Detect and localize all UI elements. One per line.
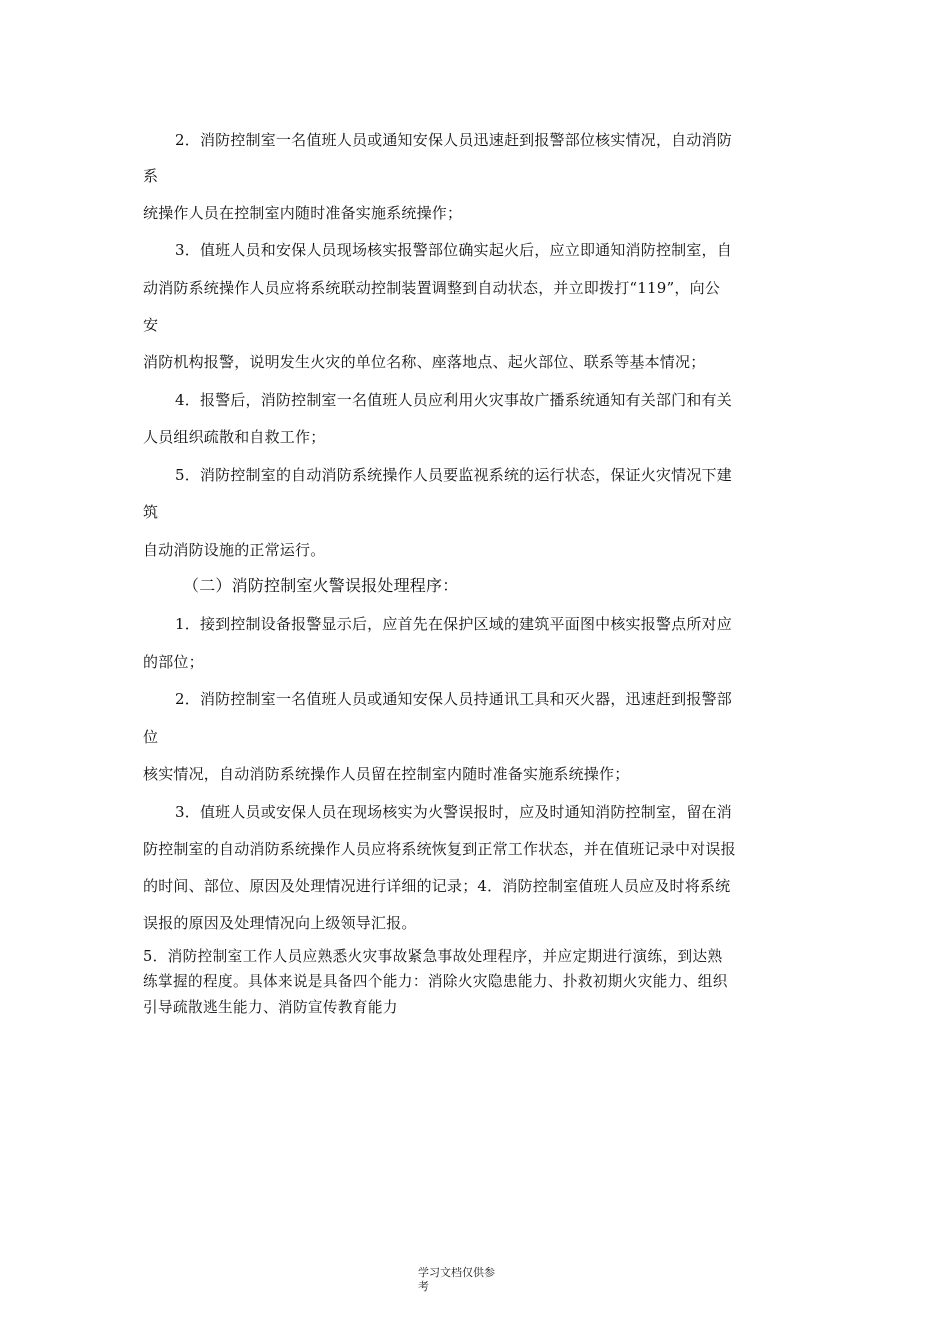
paragraph-line: 2．消防控制室一名值班人员或通知安保人员持通讯工具和灭火器，迅速赶到报警部 [175, 690, 732, 708]
paragraph-line: 防控制室的自动消防系统操作人员应将系统恢复到正常工作状态，并在值班记录中对误报 [143, 840, 736, 858]
paragraph-line: 误报的原因及处理情况向上级领导汇报。 [143, 914, 417, 932]
paragraph-line: 动消防系统操作人员应将系统联动控制装置调整到自动状态，并立即拨打“119”，向公 [143, 279, 720, 297]
paragraph-line: 2．消防控制室一名值班人员或通知安保人员迅速赶到报警部位核实情况，自动消防 [175, 131, 732, 149]
paragraph-line: 1．接到控制设备报警显示后，应首先在保护区域的建筑平面图中核实报警点所对应 [175, 615, 732, 633]
paragraph-line: 引导疏散逃生能力、消防宣传教育能力 [143, 999, 398, 1016]
paragraph-line: 安 [143, 316, 159, 334]
section-heading: （二）消防控制室火警误报处理程序： [183, 576, 459, 595]
footer-line: 学习文档仅供参 [418, 1266, 495, 1279]
paragraph-line: 消防机构报警，说明发生火灾的单位名称、座落地点、起火部位、联系等基本情况； [143, 353, 706, 371]
paragraph-line: 位 [143, 728, 159, 746]
footer-note [418, 1266, 532, 1294]
paragraph-line: 5．消防控制室工作人员应熟悉火灾事故紧急事故处理程序，并应定期进行演练，到达熟 [143, 948, 723, 965]
paragraph-line: 系 [143, 167, 159, 185]
paragraph-line: 人员组织疏散和自救工作； [143, 428, 326, 446]
paragraph-line: 3．值班人员和安保人员现场核实报警部位确实起火后，应立即通知消防控制室，自 [175, 241, 732, 259]
paragraph-line: 核实情况，自动消防系统操作人员留在控制室内随时准备实施系统操作； [143, 765, 630, 783]
paragraph-line: 5．消防控制室的自动消防系统操作人员要监视系统的运行状态，保证火灾情况下建 [175, 466, 732, 484]
paragraph-line: 4．报警后，消防控制室一名值班人员应利用火灾事故广播系统通知有关部门和有关 [175, 391, 732, 409]
paragraph-line: 筑 [143, 503, 159, 521]
footer-line: 考 [418, 1280, 429, 1293]
paragraph-line: 的时间、部位、原因及处理情况进行详细的记录；4．消防控制室值班人员应及时将系统 [143, 877, 731, 895]
paragraph-line: 的部位； [143, 653, 204, 671]
paragraph-line: 自动消防设施的正常运行。 [143, 541, 326, 559]
paragraph-line: 统操作人员在控制室内随时准备实施系统操作； [143, 204, 463, 222]
paragraph-line: 练掌握的程度。具体来说是具备四个能力：消除火灾隐患能力、扑救初期火灾能力、组织 [143, 973, 728, 990]
paragraph-line: 3．值班人员或安保人员在现场核实为火警误报时，应及时通知消防控制室，留在消 [175, 803, 732, 821]
